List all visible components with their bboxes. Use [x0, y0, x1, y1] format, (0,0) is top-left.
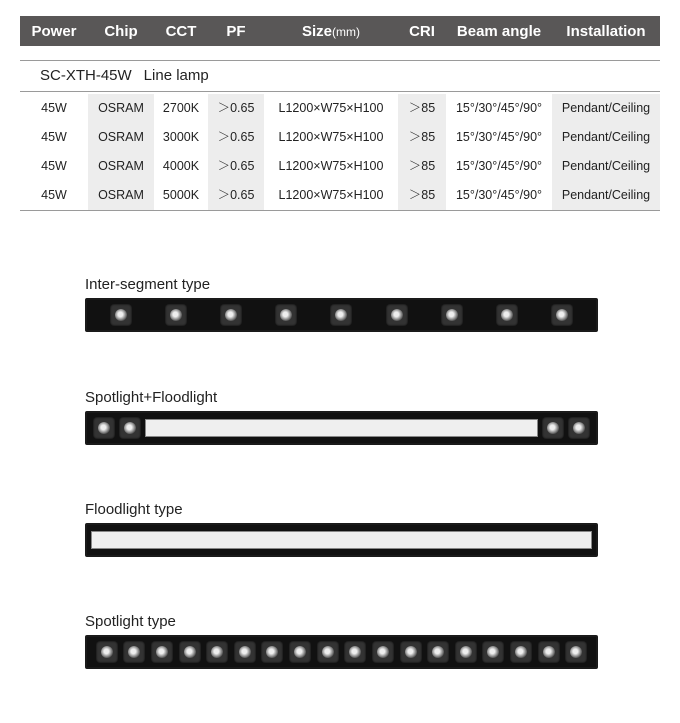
- header-power: Power: [31, 22, 77, 40]
- lens-center: [211, 646, 223, 658]
- lens-center: [547, 422, 559, 434]
- led-lens-icon: [96, 641, 118, 663]
- led-lens-icon: [496, 304, 518, 326]
- cell-installation: Pendant/Ceiling: [552, 181, 660, 210]
- header-size-label: Size: [302, 22, 333, 40]
- lens-center: [184, 646, 196, 658]
- header-beam-angle: Beam angle: [456, 22, 542, 40]
- cell-beam: 15°/30°/45°/90°: [455, 101, 543, 115]
- led-lens-icon: [275, 304, 297, 326]
- cell-chip: OSRAM: [88, 152, 154, 181]
- model-row: [20, 60, 660, 92]
- inter-segment-label: Inter-segment type: [85, 276, 211, 293]
- cell-pf: ＞0.65: [208, 123, 264, 152]
- header-size: [264, 23, 398, 40]
- cell-size: L1200×W75×H100: [278, 159, 384, 173]
- spot-lamp-image: [85, 635, 598, 669]
- led-lens-icon: [441, 304, 463, 326]
- cell-cri: ＞85: [398, 94, 446, 123]
- table-row: [20, 181, 660, 210]
- cell-size: L1200×W75×H100: [278, 130, 384, 144]
- cell-size: L1200×W75×H100: [278, 188, 384, 202]
- lens-center: [543, 646, 555, 658]
- cell-chip: OSRAM: [88, 123, 154, 152]
- lens-center: [294, 646, 306, 658]
- lens-center: [377, 646, 389, 658]
- lens-center: [101, 646, 113, 658]
- led-lens-icon: [93, 417, 115, 439]
- led-lens-icon: [551, 304, 573, 326]
- lens-center: [487, 646, 499, 658]
- led-lens-icon: [386, 304, 408, 326]
- flood-label: Floodlight type: [85, 501, 183, 518]
- cell-beam: 15°/30°/45°/90°: [455, 188, 543, 202]
- cell-power: 45W: [41, 130, 67, 144]
- lens-center: [446, 309, 458, 321]
- lens-center: [322, 646, 334, 658]
- cell-installation: Pendant/Ceiling: [552, 123, 660, 152]
- led-lens-icon: [568, 417, 590, 439]
- lens-center: [124, 422, 136, 434]
- inter-segment-section: [85, 276, 598, 332]
- table-body: [20, 92, 660, 211]
- led-lens-icon: [165, 304, 187, 326]
- header-size-unit: (mm): [332, 24, 360, 39]
- cell-power: 45W: [41, 159, 67, 173]
- lens-center: [266, 646, 278, 658]
- cell-cri: ＞85: [398, 181, 446, 210]
- cell-power: 45W: [41, 101, 67, 115]
- table-row: [20, 152, 660, 181]
- led-lens-icon: [234, 641, 256, 663]
- cell-installation: Pendant/Ceiling: [552, 152, 660, 181]
- cell-cct: 4000K: [162, 159, 200, 173]
- cell-installation: Pendant/Ceiling: [552, 94, 660, 123]
- header-chip: Chip: [104, 22, 138, 40]
- cell-pf: ＞0.65: [208, 94, 264, 123]
- cell-cct: 3000K: [162, 130, 200, 144]
- cell-beam: 15°/30°/45°/90°: [455, 130, 543, 144]
- lens-center: [432, 646, 444, 658]
- led-lens-icon: [455, 641, 477, 663]
- table-row: [20, 123, 660, 152]
- header-cct: CCT: [165, 22, 197, 40]
- header-cri: CRI: [409, 22, 435, 40]
- cell-cri: ＞85: [398, 152, 446, 181]
- led-lens-icon: [510, 641, 532, 663]
- flood-section: [85, 501, 598, 557]
- led-lens-icon: [206, 641, 228, 663]
- cell-beam: 15°/30°/45°/90°: [455, 159, 543, 173]
- lens-center: [349, 646, 361, 658]
- lens-center: [515, 646, 527, 658]
- cell-cct: 2700K: [162, 101, 200, 115]
- led-lens-icon: [542, 417, 564, 439]
- flood-lamp-image: [85, 523, 598, 557]
- model-name: Line lamp: [143, 67, 209, 84]
- inter-segment-lamp-image: [85, 298, 598, 332]
- spot-label: Spotlight type: [85, 613, 176, 630]
- cell-cri: ＞85: [398, 123, 446, 152]
- lens-center: [128, 646, 140, 658]
- led-lens-icon: [400, 641, 422, 663]
- lens-center: [556, 309, 568, 321]
- spot-flood-left-lenses: [93, 417, 141, 439]
- led-lens-icon: [317, 641, 339, 663]
- cell-size: L1200×W75×H100: [278, 101, 384, 115]
- lens-center: [460, 646, 472, 658]
- cell-pf: ＞0.65: [208, 181, 264, 210]
- cell-pf: ＞0.65: [208, 152, 264, 181]
- lens-center: [98, 422, 110, 434]
- table-header: [20, 16, 660, 46]
- lens-center: [225, 309, 237, 321]
- header-pf: PF: [226, 22, 246, 40]
- lens-center: [501, 309, 513, 321]
- lens-center: [170, 309, 182, 321]
- led-lens-icon: [372, 641, 394, 663]
- diffuser-panel: [91, 531, 592, 549]
- spot-flood-right-lenses: [542, 417, 590, 439]
- lens-center: [239, 646, 251, 658]
- model-code: SC-XTH-45W: [40, 67, 132, 84]
- header-installation: Installation: [566, 22, 646, 40]
- led-lens-icon: [151, 641, 173, 663]
- led-lens-icon: [179, 641, 201, 663]
- lens-center: [335, 309, 347, 321]
- led-lens-icon: [427, 641, 449, 663]
- spot-section: [85, 613, 598, 669]
- cell-chip: OSRAM: [88, 181, 154, 210]
- cell-chip: OSRAM: [88, 94, 154, 123]
- led-lens-icon: [344, 641, 366, 663]
- led-lens-icon: [330, 304, 352, 326]
- led-lens-icon: [119, 417, 141, 439]
- spot-flood-label: Spotlight+Floodlight: [85, 389, 218, 406]
- lens-center: [573, 422, 585, 434]
- lens-center: [405, 646, 417, 658]
- lens-center: [156, 646, 168, 658]
- led-lens-icon: [538, 641, 560, 663]
- table-row: [20, 92, 660, 123]
- led-lens-icon: [261, 641, 283, 663]
- spec-table: [20, 16, 660, 211]
- led-lens-icon: [220, 304, 242, 326]
- cell-power: 45W: [41, 188, 67, 202]
- cell-cct: 5000K: [162, 188, 200, 202]
- lens-center: [280, 309, 292, 321]
- led-lens-icon: [482, 641, 504, 663]
- spot-flood-section: [85, 389, 598, 445]
- lens-center: [570, 646, 582, 658]
- led-lens-icon: [123, 641, 145, 663]
- spot-flood-lamp-image: [85, 411, 598, 445]
- led-lens-icon: [110, 304, 132, 326]
- lens-center: [115, 309, 127, 321]
- led-lens-icon: [289, 641, 311, 663]
- diffuser-panel: [145, 419, 538, 437]
- lens-center: [391, 309, 403, 321]
- led-lens-icon: [565, 641, 587, 663]
